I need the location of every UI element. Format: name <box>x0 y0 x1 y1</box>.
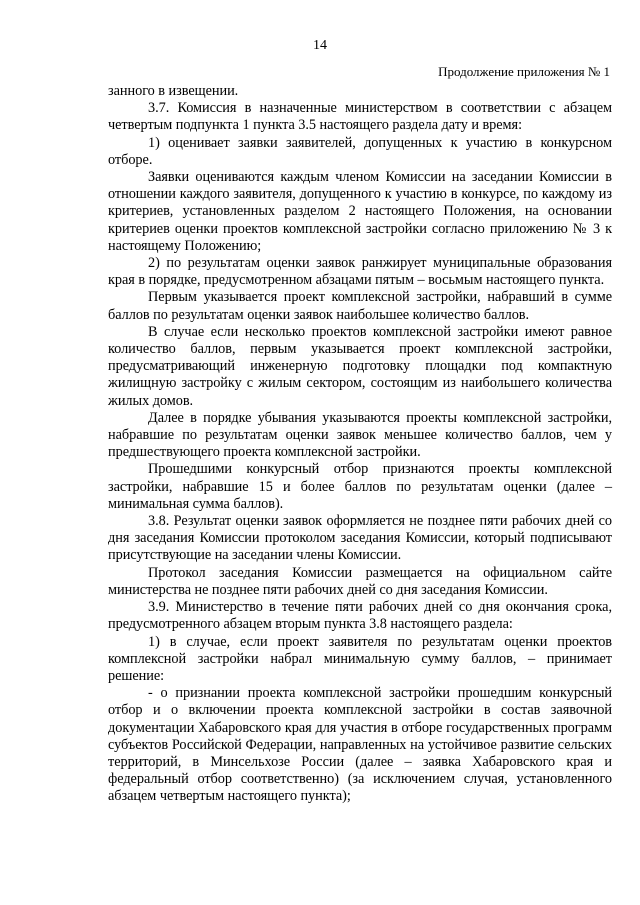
paragraph-3-7: 3.7. Комиссия в назначенные министерством в соответствии с абзацем четвертым подпункта 1 пункта 3.5 настоящего раздела дату и время: <box>108 100 612 134</box>
paragraph-3-9: 3.9. Министерство в течение пяти рабочих дней со дня окончания срока, предусмотренного абзацем вторым пункта 3.8 настоящего раздела: <box>108 599 612 633</box>
document-body <box>108 83 612 806</box>
paragraph-decision-recognition: - о признании проекта комплексной застройки прошедшим конкурсный отбор и о включении проекта комплексной застройки в состав заявочной документации Хабаровского края для участия в отборе государственных программ субъектов Российской Федерации, направленных на устойчивое развитие сельских территорий, в Минсельхозе России (далее – заявка Хабаровского края и федеральный отбор соответственно) (за исключением случая, установленного абзацем четвертым настоящего пункта); <box>108 685 612 805</box>
paragraph-descending-order: Далее в порядке убывания указываются проекты комплексной застройки, набравшие по результатам оценки заявок меньшее количество баллов, чем у предшествующего проекта комплексной застройки. <box>108 409 612 461</box>
paragraph-ranking-first: Первым указывается проект комплексной застройки, набравший в сумме баллов по результатам оценки заявок наибольшее количество баллов. <box>108 289 612 323</box>
paragraph-3-9-item-1: 1) в случае, если проект заявителя по результатам оценки проектов комплексной застройки набрал минимальную сумму баллов, – принимает решение: <box>108 633 612 684</box>
appendix-continuation-note: Продолжение приложения № 1 <box>438 64 610 79</box>
paragraph-3-7-item-1: 1) оценивает заявки заявителей, допущенных к участию в конкурсном отборе. <box>108 134 612 168</box>
paragraph-minimum-score: Прошедшими конкурсный отбор признаются проекты комплексной застройки, набравшие 15 и более баллов по результатам оценки (далее – минимальная сумма баллов). <box>108 461 612 512</box>
paragraph-continuation: занного в извещении. <box>108 83 239 99</box>
paragraph-3-8: 3.8. Результат оценки заявок оформляется не позднее пяти рабочих дней со дня заседания Комиссии протоколом заседания Комиссии, который подписывают присутствующие на заседании члены Комиссии. <box>108 513 612 564</box>
paragraph-3-7-item-2: 2) по результатам оценки заявок ранжирует муниципальные образования края в порядке, предусмотренном абзацами пятым – восьмым настоящего пункта. <box>108 255 612 289</box>
page-number: 14 <box>313 38 327 53</box>
paragraph-protocol-publication: Протокол заседания Комиссии размещается на официальном сайте министерства не позднее пяти рабочих дней со дня заседания Комиссии. <box>108 564 612 598</box>
paragraph-equal-scores: В случае если несколько проектов комплексной застройки имеют равное количество баллов, первым указывается проект комплексной застройки, предусматривающий инженерную подготовку площадки под компактную жилищную застройку с жилым сектором, состоящим из наибольшего количества жилых домов. <box>108 323 612 409</box>
paragraph-evaluation-by-members: Заявки оцениваются каждым членом Комиссии на заседании Комиссии в отношении каждого заявителя, допущенного к участию в конкурсе, по каждому из критериев, установленных разделом 2 настоящего Положения, на основании критериев оценки проектов комплексной застройки согласно приложению № 3 к настоящему Положению; <box>108 169 612 254</box>
